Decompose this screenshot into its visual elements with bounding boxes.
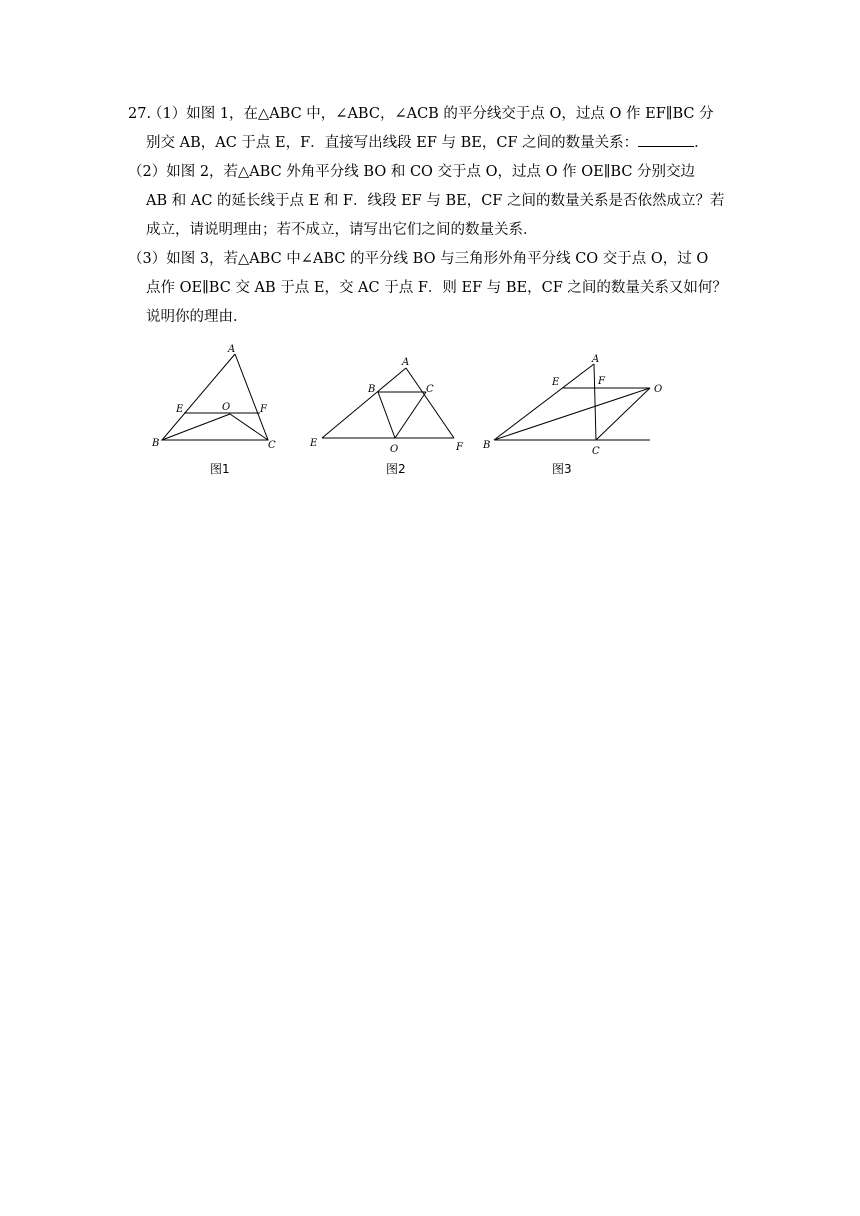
question-line-1 [128,100,738,129]
question-number: 27. [128,106,152,122]
question-line-7 [128,274,738,303]
fig3-line-ac [594,364,596,440]
fig2-line-ae [322,368,406,438]
fig1-label-b: B [152,438,160,449]
fig1-triangle [162,354,268,440]
fig3-caption: 图3 [552,462,572,476]
question-line-8 [128,303,738,332]
part3-text-a: （3）如图 3，若△ABC 中∠ABC 的平分线 BO 与三角形外角平分线 CO 交于点 O，过 O [128,251,709,267]
blank-end-mark: ． [694,135,709,151]
answer-blank[interactable] [638,134,694,147]
fig1-line-bo [162,414,230,440]
fig3-label-a: A [592,354,600,365]
part2-text-b: AB 和 AC 的延长线于点 E 和 F．线段 EF 与 BE，CF 之间的数量关系是否依然成立？若 [146,193,725,209]
fig3-label-b: B [483,440,491,451]
fig1-label-a: A [228,344,236,355]
part1-text-b: 别交 AB，AC 于点 E，F．直接写出线段 EF 与 BE，CF 之间的数量关系： [146,135,639,151]
figures-row [140,338,680,488]
fig3-label-f: F [598,376,605,387]
part2-text-c: 成立，请说明理由；若不成立，请写出它们之间的数量关系． [146,222,538,238]
question-line-4 [128,187,738,216]
figure-3 [480,338,670,458]
fig2-label-f: F [456,442,463,453]
question-27 [128,100,738,332]
fig1-caption: 图1 [210,462,230,476]
question-line-5 [128,216,738,245]
question-line-2 [128,129,738,158]
fig3-label-c: C [592,446,600,457]
question-line-3 [128,158,738,187]
fig2-line-co [395,392,426,438]
figure-1 [140,338,290,458]
question-line-6 [128,245,738,274]
fig3-line-bo [494,388,650,440]
part1-text-a: （1）如图 1，在△ABC 中，∠ABC，∠ACB 的平分线交于点 O，过点 O 作 EF∥BC 分 [148,106,714,122]
fig3-label-o: O [654,384,663,395]
fig2-label-b: B [368,384,376,395]
fig2-line-af [406,368,454,438]
part2-text-a: （2）如图 2，若△ABC 外角平分线 BO 和 CO 交于点 O，过点 O 作 OE∥BC 分别交边 [128,164,696,180]
fig2-line-bo [378,392,395,438]
fig3-line-co [596,388,650,440]
part3-text-b: 点作 OE∥BC 交 AB 于点 E，交 AC 于点 F．则 EF 与 BE，CF 之间的数量关系又如何？ [146,280,727,296]
part3-text-c: 说明你的理由． [146,309,248,325]
fig3-label-e: E [552,377,560,388]
fig1-label-f: F [260,404,267,415]
fig1-label-o: O [222,402,231,413]
fig1-label-c: C [268,440,276,451]
fig2-label-e: E [310,438,318,449]
fig1-label-e: E [176,404,184,415]
fig2-label-a: A [402,357,410,368]
figure-2 [308,338,468,458]
fig3-line-ba [494,364,594,440]
fig2-caption: 图2 [386,462,406,476]
fig2-label-o: O [390,444,399,455]
fig2-label-c: C [426,384,434,395]
fig1-line-co [230,414,268,440]
